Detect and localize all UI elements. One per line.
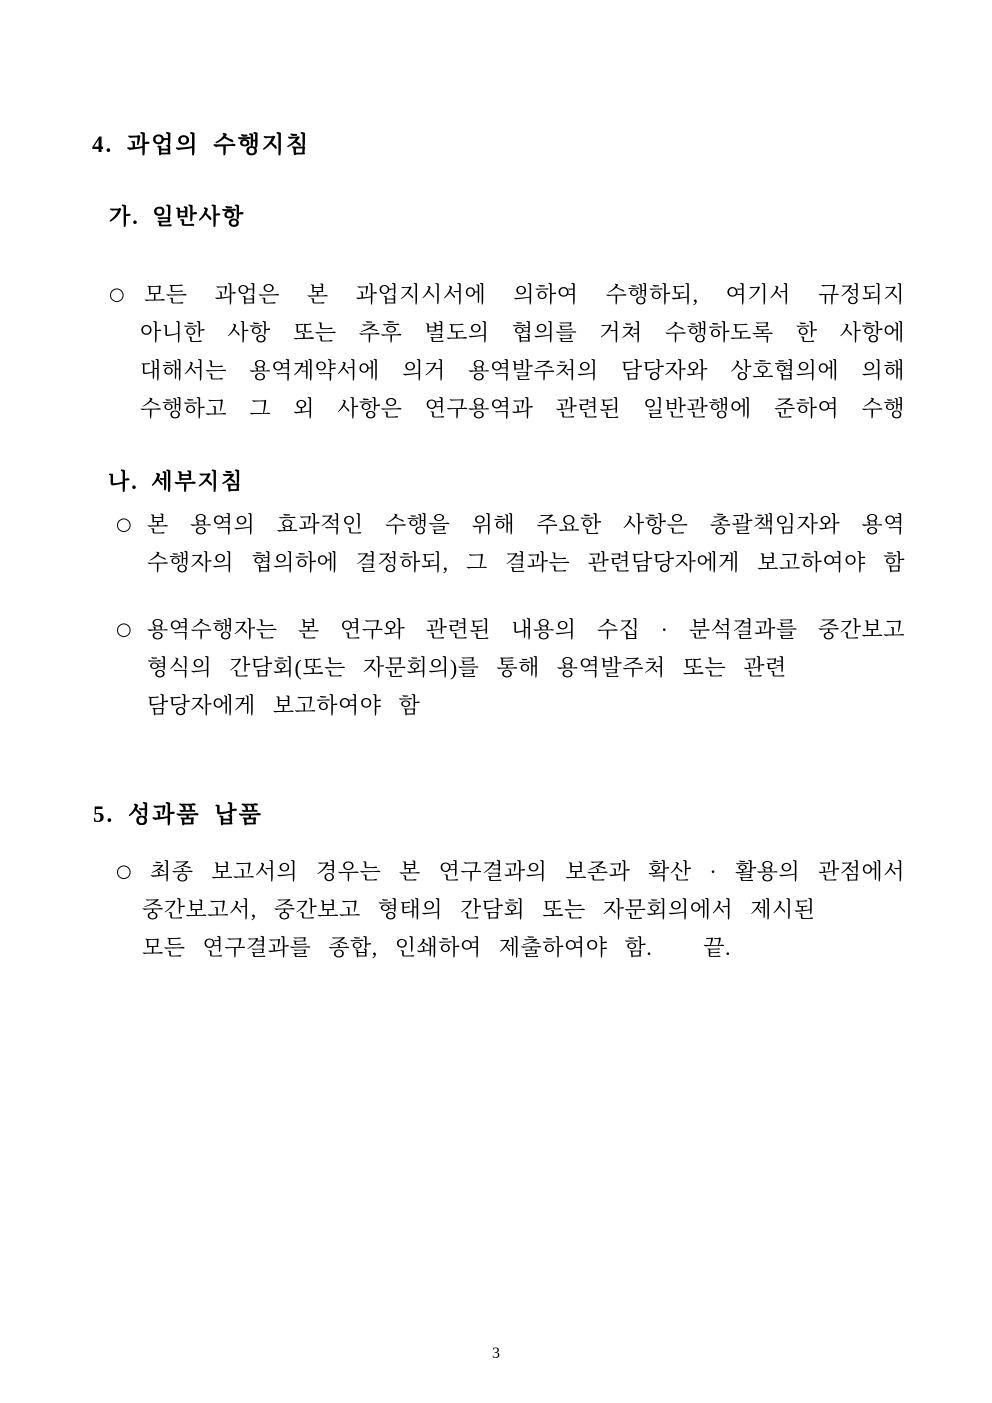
paragraph-line: 수행자의 협의하에 결정하되, 그 결과는 관련담당자에게 보고하여야 함 [147,550,905,575]
paragraph-line: 모든 연구결과를 종합, 인쇄하여 제출하여야 함. 끝. [142,935,732,960]
section-4-heading: 4. 과업의 수행지침 [92,132,311,157]
subsection-ga-heading: 가. 일반사항 [109,204,246,229]
paragraph-line: 최종 보고서의 경우는 본 연구결과의 보존과 확산 · 활용의 관점에서 [150,859,905,884]
paragraph-line: 수행하고 그 외 사항은 연구용역과 관련된 일반관행에 준하여 수행 [140,396,905,421]
deliverable-bullet-paragraph [116,853,905,967]
paragraph-line: 중간보고서, 중간보고 형태의 간담회 또는 자문회의에서 제시된 [142,897,816,922]
paragraph-line: 형식의 간담회(또는 자문회의)를 통해 용역발주처 또는 관련 [147,655,787,680]
subsection-na-heading: 나. 세부지침 [108,469,245,494]
bullet-circle-icon: ○ [116,514,132,535]
section-5-heading: 5. 성과품 납품 [93,802,263,827]
general-bullet-paragraph [109,276,905,428]
paragraph-line: 본 용역의 효과적인 수행을 위해 주요한 사항은 총괄책임자와 용역 [147,512,905,537]
paragraph-line: 대해서는 용역계약서에 의거 용역발주처의 담당자와 상호협의에 의해 [140,358,905,383]
bullet-circle-icon: ○ [116,619,132,640]
paragraph-line: 용역수행자는 본 연구와 관련된 내용의 수집 · 분석결과를 중간보고 [147,617,905,642]
paragraph-line: 모든 과업은 본 과업지시서에 의하여 수행하되, 여기서 규정되지 [144,282,905,307]
paragraph-line: 아니한 사항 또는 추후 별도의 협의를 거쳐 수행하도록 한 사항에 [140,320,905,345]
detail-bullet-2-paragraph [116,611,905,725]
bullet-circle-icon: ○ [116,861,132,882]
page-number: 3 [492,1345,500,1362]
paragraph-line: 담당자에게 보고하여야 함 [147,693,421,718]
bullet-circle-icon: ○ [109,284,125,305]
detail-bullet-1-paragraph [116,506,905,582]
